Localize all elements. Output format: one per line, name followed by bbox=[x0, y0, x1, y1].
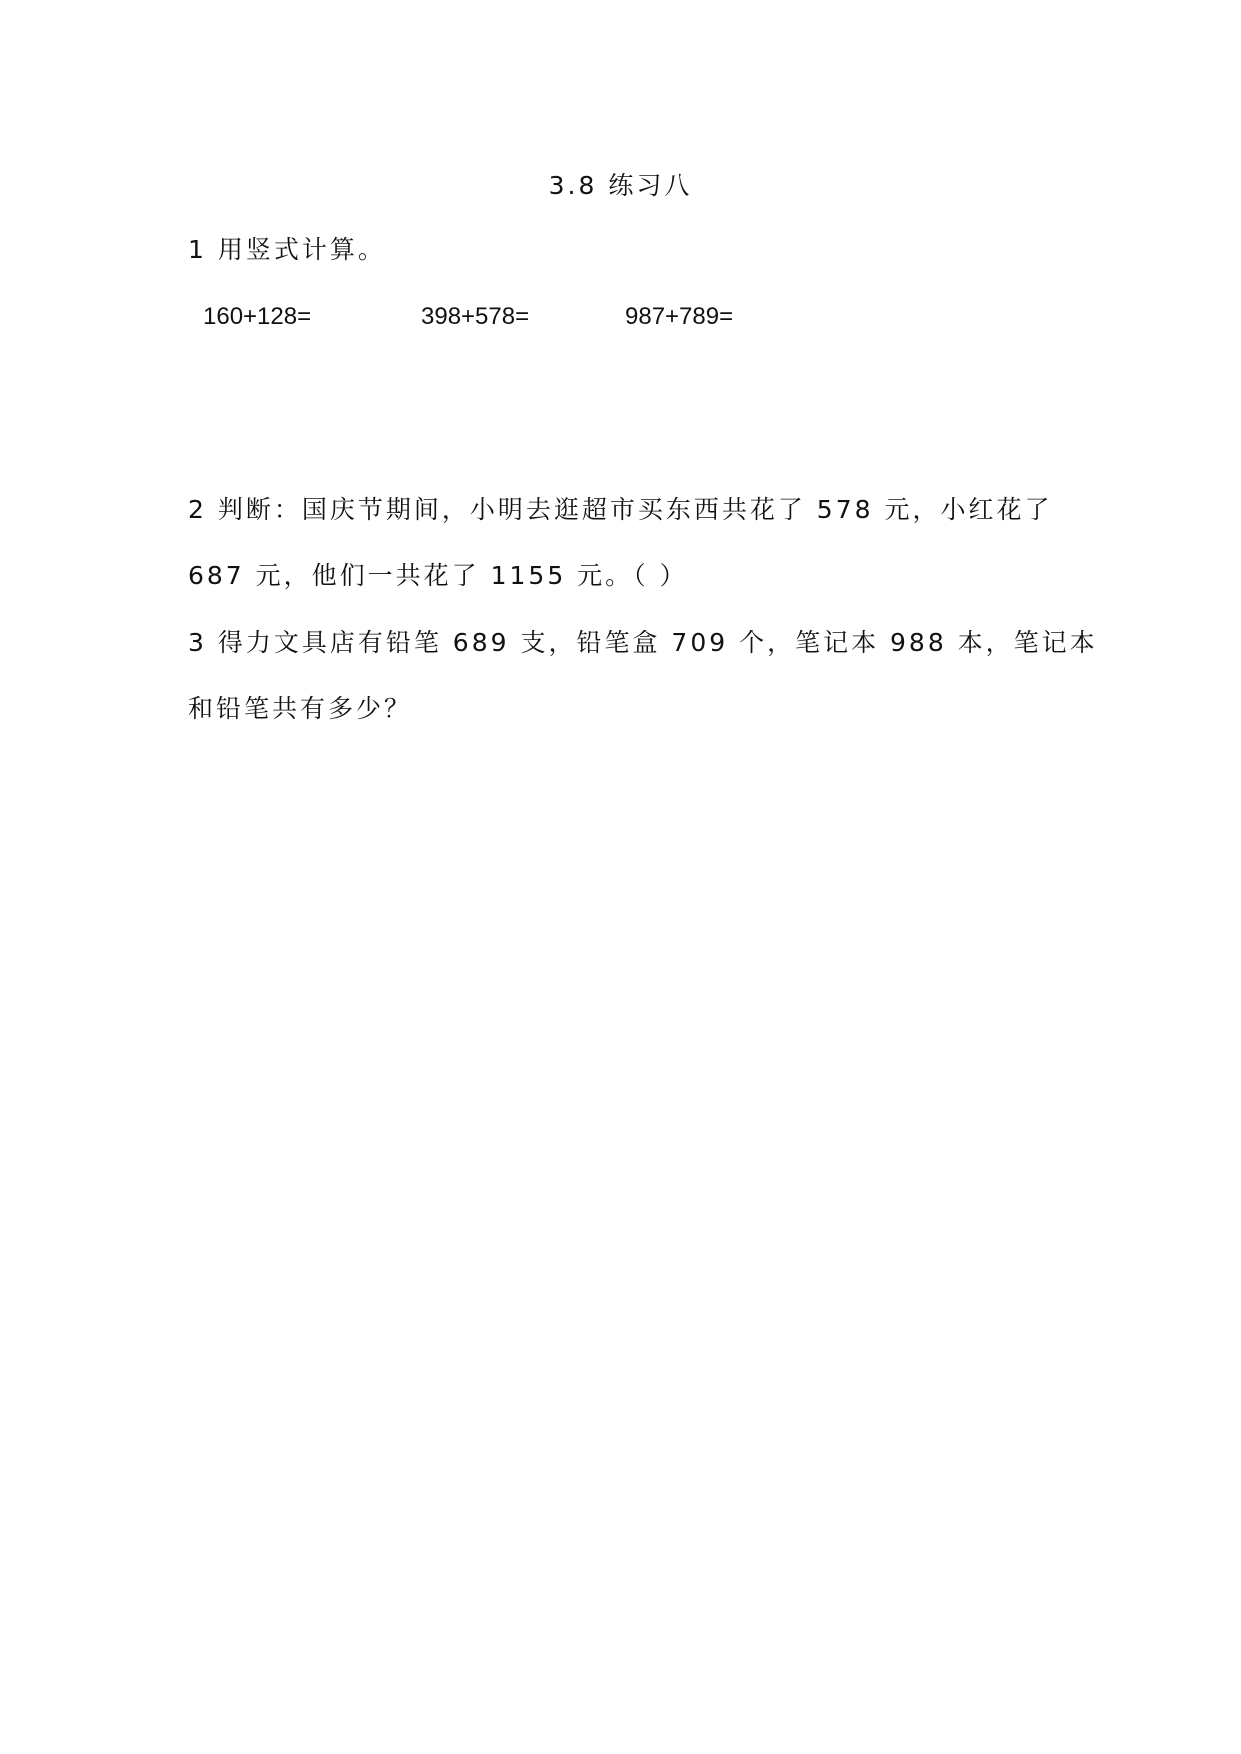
question-3-line-2: 和铅笔共有多少？ bbox=[188, 694, 413, 723]
page-title: 3.8 练习八 bbox=[548, 171, 693, 200]
expression-3: 987+789= bbox=[625, 303, 734, 330]
expression-2: 398+578= bbox=[421, 303, 530, 330]
expression-1: 160+128= bbox=[203, 303, 312, 330]
question-3-line-1: 3 得力文具店有铅笔 689 支，铅笔盒 709 个，笔记本 988 本，笔记本 bbox=[188, 628, 1098, 657]
question-2-line-1: 2 判断：国庆节期间，小明去逛超市买东西共花了 578 元，小红花了 bbox=[188, 495, 1053, 524]
question-1-prompt: 1 用竖式计算。 bbox=[188, 235, 386, 264]
question-2-line-2: 687 元，他们一共花了 1155 元。（ ） bbox=[188, 561, 688, 590]
